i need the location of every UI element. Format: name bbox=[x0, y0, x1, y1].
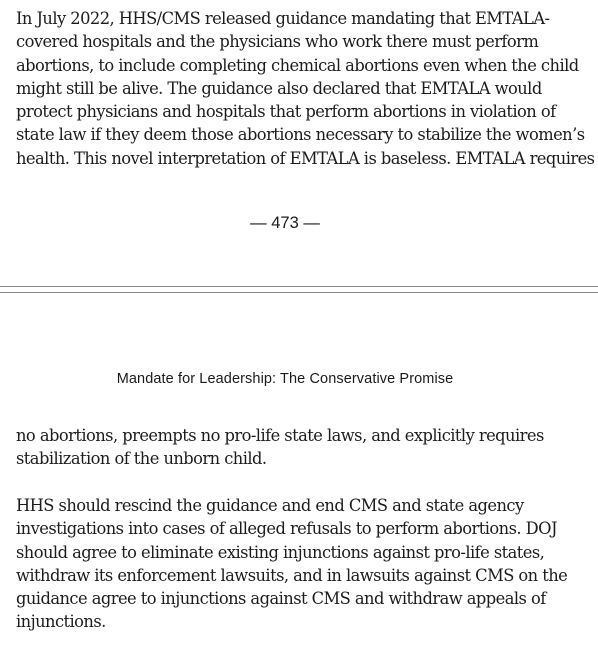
paragraph-line: HHS should rescind the guidance and end CMS and state agency bbox=[16, 496, 524, 515]
paragraph-line: guidance agree to injunctions against CMS and withdraw appeals of bbox=[16, 589, 546, 609]
paragraph-line: protect physicians and hospitals that perform abortions in violation of bbox=[16, 102, 556, 122]
hhs-recommendation-paragraph bbox=[16, 494, 591, 634]
paragraph-line: should agree to eliminate existing injunctions against pro-life states, bbox=[16, 542, 545, 562]
paragraph-line: health. This novel interpretation of EMTALA is baseless. EMTALA requires bbox=[16, 148, 595, 168]
running-head: Mandate for Leadership: The Conservative Promise bbox=[116, 371, 454, 387]
paragraph-line: stabilization of the unborn child. bbox=[16, 449, 267, 469]
paragraph-line: might still be alive. The guidance also declared that EMTALA would bbox=[16, 78, 542, 98]
page-break-rule-bottom bbox=[0, 292, 598, 293]
paragraph-line: injunctions. bbox=[16, 612, 106, 632]
emtala-continuation-paragraph bbox=[16, 424, 591, 471]
emtala-guidance-paragraph bbox=[16, 7, 595, 170]
paragraph-line: In July 2022, HHS/CMS released guidance mandating that EMTALA- bbox=[16, 9, 550, 28]
page-number: — 473 — bbox=[250, 214, 320, 232]
page-break-rule-top bbox=[0, 286, 598, 287]
paragraph-line: state law if they deem those abortions necessary to stabilize the women’s bbox=[16, 125, 585, 145]
paragraph-line: abortions, to include completing chemical abortions even when the child bbox=[16, 55, 579, 75]
paragraph-line: no abortions, preempts no pro-life state laws, and explicitly requires bbox=[16, 426, 544, 445]
paragraph-line: covered hospitals and the physicians who work there must perform bbox=[16, 32, 539, 52]
paragraph-line: withdraw its enforcement lawsuits, and in lawsuits against CMS on the bbox=[16, 565, 568, 585]
paragraph-line: investigations into cases of alleged refusals to perform abortions. DOJ bbox=[16, 519, 557, 539]
